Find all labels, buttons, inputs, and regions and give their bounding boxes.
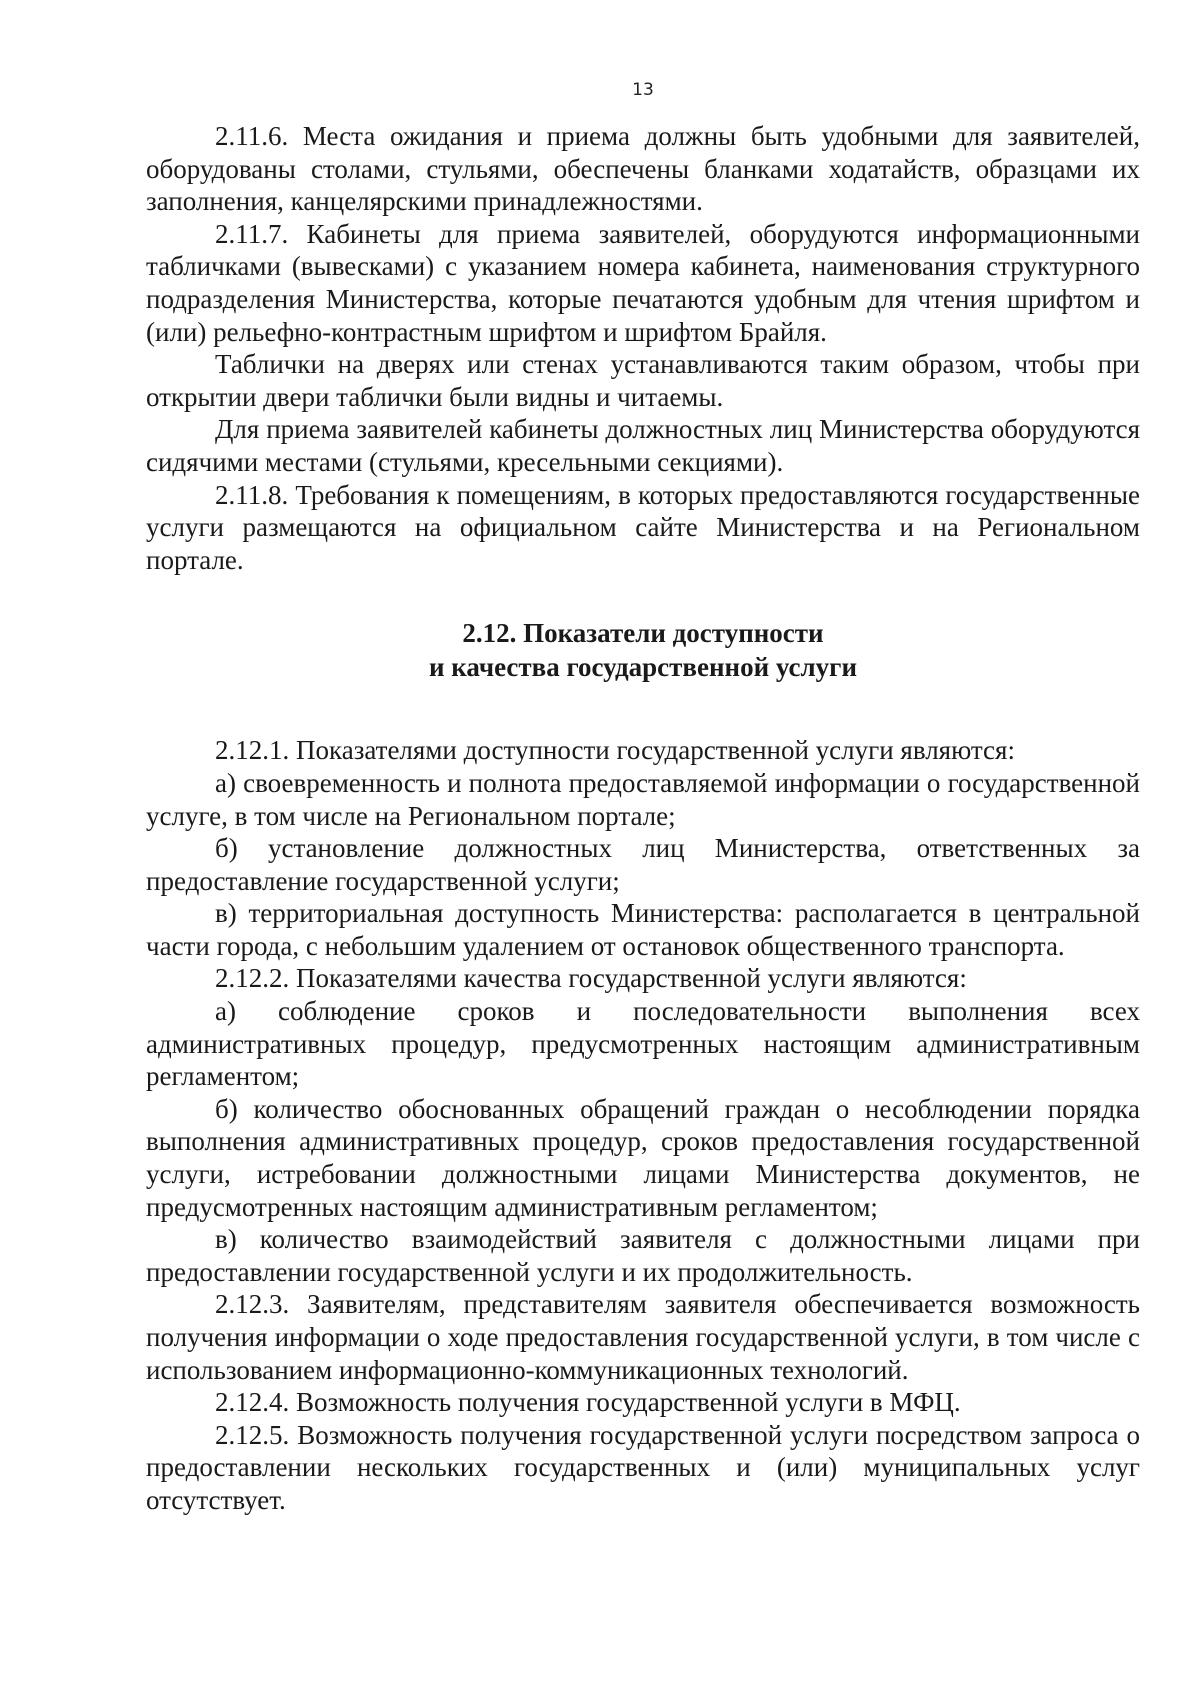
paragraph-2-11-6: 2.11.6. Места ожидания и приема должны быть удобными для заявителей, оборудованы столами, стульями, обеспечены бланками ходатайств, образцами их заполнения, канцелярскими принадлежностями. xyxy=(146,121,1140,217)
paragraph-2-12-1-b: б) установление должностных лиц Министерства, ответственных за предоставление государственной услуги; xyxy=(146,833,1140,896)
paragraph-signs: Таблички на дверях или стенах устанавливаются таким образом, чтобы при открытии двери таблички были видны и читаемы. xyxy=(146,349,1140,412)
paragraph-2-12-5: 2.12.5. Возможность получения государственной услуги посредством запроса о предоставлении нескольких государственных и (или) муниципальных услуг отсутствует. xyxy=(146,1419,1140,1515)
paragraph-2-12-2-a: а) соблюдение сроков и последовательности выполнения всех административных процедур, предусмотренных настоящим административным регламентом; xyxy=(146,996,1140,1092)
section-heading-line-2: и качества государственной услуги xyxy=(428,652,858,683)
paragraph-2-12-3: 2.12.3. Заявителям, представителям заявителя обеспечивается возможность получения информации о ходе предоставления государственной услуги, в том числе с использованием информационно-коммуникационных технологий. xyxy=(146,1289,1140,1385)
section-heading xyxy=(146,616,1140,684)
document-body xyxy=(146,120,1140,1517)
paragraph-2-12-2: 2.12.2. Показателями качества государственной услуги являются: xyxy=(215,963,967,994)
paragraph-seating: Для приема заявителей кабинеты должностных лиц Министерства оборудуются сидячими местами (стульями, кресельными секциями). xyxy=(146,414,1140,477)
paragraph-2-12-1-a: а) своевременность и полнота предоставляемой информации о государственной услуге, в том числе на Региональном портале; xyxy=(146,767,1140,831)
paragraph-2-12-2-v: в) количество взаимодействий заявителя с должностными лицами при предоставлении государственной услуги и их продолжительность. xyxy=(146,1224,1140,1287)
paragraph-2-12-1-v: в) территориальная доступность Министерства: располагается в центральной части города, с небольшим удалением от остановок общественного транспорта. xyxy=(146,898,1140,961)
paragraph-2-11-7: 2.11.7. Кабинеты для приема заявителей, оборудуются информационными табличками (вывесками) с указанием номера кабинета, наименования структурного подразделения Министерства, которые печатаются удобным для чтения шрифтом и (или) рельефно-контрастным шрифтом и шрифтом Брайля. xyxy=(146,218,1140,347)
paragraph-2-12-2-b: б) количество обоснованных обращений граждан о несоблюдении порядка выполнения административных процедур, сроков предоставления государственной услуги, истребовании должностными лицами Министерства документов, не предусмотренных настоящим административным регламентом; xyxy=(146,1093,1140,1222)
paragraph-2-12-1: 2.12.1. Показателями доступности государственной услуги являются: xyxy=(215,735,1015,766)
section-heading-line-1: 2.12. Показатели доступности xyxy=(462,618,824,649)
paragraph-2-12-4: 2.12.4. Возможность получения государственной услуги в МФЦ. xyxy=(215,1387,961,1418)
paragraph-2-11-8: 2.11.8. Требования к помещениям, в которых предоставляются государственные услуги размещаются на официальном сайте Министерства и на Региональном портале. xyxy=(146,479,1140,575)
page-number: 13 xyxy=(632,80,654,100)
